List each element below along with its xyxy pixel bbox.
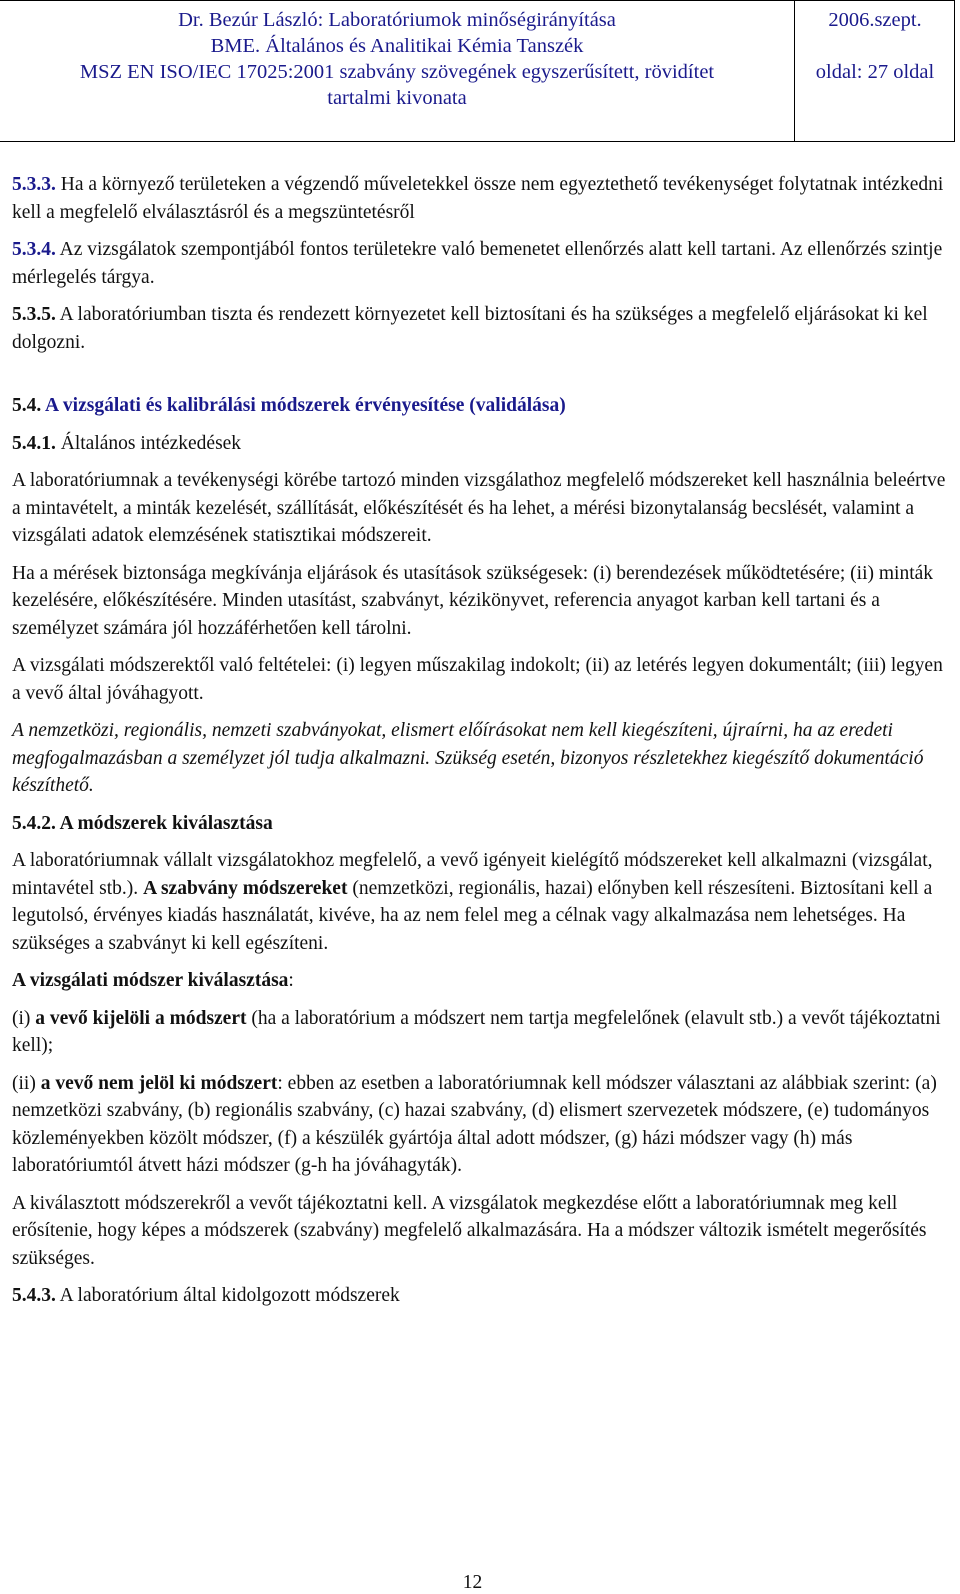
section-5-3-3 (12, 171, 947, 226)
header-department: BME. Általános és Analitikai Kémia Tanszék (210, 35, 584, 57)
paragraph-text: A laboratóriumnak vállalt vizsgálatokhoz megfelelő, a vevő igényeit kielégítő módszereket kell alkalmazni (vizsgálat, mintavétel stb.). (12, 850, 933, 899)
section-5-3-5 (12, 301, 947, 356)
list-marker: (i) (12, 1007, 36, 1029)
section-5-4-3-heading (12, 1282, 947, 1310)
section-5-4-1-heading (12, 430, 947, 458)
paragraph-text: (nemzetközi, regionális, hazai) előnyben kell részesíteni. Biztosítani kell a legutolsó, érvényes kiadás használatát, kivéve, ha az nem felel meg a célnak vagy alkalmazása nem lehetséges. Ha szükséges a szabványt ki kell egészíteni. (12, 877, 933, 954)
paragraph: Ha a mérések biztonsága megkívánja eljárások és utasítások szükségesek: (i) berendezések működtetésére; (ii) minták kezelésére, előkészítésére. Minden utasítást, szabványt, kézikönyvet, referencia anyagot karban kell tartani és a személyzet számára jól hozzáférhetően kell tárolni. (12, 562, 934, 639)
paragraph-emphasis: A szabvány módszereket (143, 877, 348, 899)
list-text: : ebben az esetben a laboratóriumnak kell módszer választani az alábbiak szerint: (a) nemzetközi szabvány, (b) regionális szabvány, (c) hazai szabvány, (d) elismert szervezetek módszere, (e) tudományos közleményekben közölt módszer, (f) a készülék gyártója által adott módszer, (g) házi módszer vagy (h) más laboratóriumtól átvett házi módszer (g-h ha jóváhagyták). (12, 1072, 937, 1176)
subheading-method-selection (12, 967, 947, 995)
section-number: 5.3.4. (12, 239, 56, 260)
subheading-text: A vizsgálati módszer kiválasztása (12, 970, 289, 991)
document-body (12, 171, 947, 1320)
section-number: 5.4. (12, 395, 42, 416)
header-standard: MSZ EN ISO/IEC 17025:2001 szabvány szövegének egyszerűsített, rövidítet (79, 61, 715, 83)
section-text: A laboratóriumban tiszta és rendezett környezetet kell biztosítani és ha szükséges a megfelelő eljárásokat ki kel dolgozni. (12, 304, 928, 353)
section-number: 5.4.3. (12, 1285, 56, 1306)
header-date: 2006.szept. (828, 9, 922, 31)
paragraph: A laboratóriumnak a tevékenységi körébe tartozó minden vizsgálathoz megfelelő módszereket kell használnia beleértve a mintavételt, a minták kezelését, szállítását, előkészítését és ha lehet, a mérési bizonytalanság becslését, valamint a vizsgálati adatok elemzésének statisztikai módszereit. (12, 470, 946, 546)
header-title-block (0, 1, 795, 141)
page-header (0, 0, 955, 142)
section-5-3-4 (12, 236, 947, 291)
list-text: (ha a laboratórium a módszert nem tartja megfelelőnek (elavult stb.) a vevőt tájékoztatni kell); (12, 1007, 941, 1056)
section-text: Az vizsgálatok szempontjából fontos területekre való bemenetet ellenőrzés alatt kell tartani. Az ellenőrzés szintje mérlegelés tárgya. (12, 239, 943, 288)
section-number: 5.4.1. (12, 432, 56, 454)
list-emphasis: a vevő nem jelöl ki módszert (40, 1072, 278, 1094)
header-author-title: Dr. Bezúr László: Laboratóriumok minőségirányítása (178, 9, 616, 31)
section-number: 5.3.5. (12, 304, 56, 325)
header-page: oldal: 27 oldal (815, 61, 935, 83)
section-number: 5.4.2. (12, 812, 56, 834)
section-title: A vizsgálati és kalibrálási módszerek érvényesítése (validálása) (41, 395, 566, 416)
section-title: Általános intézkedések (55, 432, 242, 454)
paragraph (12, 847, 947, 957)
header-meta-block (796, 1, 955, 141)
section-number: 5.3.3. (12, 174, 56, 195)
section-text: Ha a környező területeken a végzendő műveletekkel össze nem egyeztethető tevékenységet folytatnak intézkedni kell a megfelelő elválasztásról és a megszüntetésről (12, 174, 944, 223)
list-item (12, 1005, 947, 1060)
section-5-4-heading (12, 392, 947, 420)
header-subtitle: tartalmi kivonata (327, 87, 467, 109)
paragraph: A kiválasztott módszerekről a vevőt tájékoztatni kell. A vizsgálatok megkezdése előtt a laboratóriumnak meg kell erősítenie, hogy képes a módszerek (szabvány) megfelelő alkalmazására. Ha a módszer változik ismételt megerősítés szükséges. (12, 1192, 927, 1269)
list-item (12, 1070, 947, 1180)
subheading-colon: : (288, 970, 294, 991)
section-title: A laboratórium által kidolgozott módszerek (55, 1285, 400, 1306)
section-title: A módszerek kiválasztása (55, 812, 273, 834)
list-emphasis: a vevő kijelöli a módszert (35, 1007, 247, 1029)
paragraph-italic: A nemzetközi, regionális, nemzeti szabványokat, elismert előírásokat nem kell kiegészíteni, újraírni, ha az eredeti megfogalmazásban a személyzet jól tudja alkalmazni. Szükség esetén, bizonyos részletekhez kiegészítő dokumentáció készíthető. (12, 720, 924, 796)
list-marker: (ii) (12, 1072, 41, 1094)
section-5-4-2-heading (12, 810, 947, 838)
page-number: 12 (462, 1572, 483, 1593)
paragraph: A vizsgálati módszerektől való feltételei: (i) legyen műszakilag indokolt; (ii) az letérés legyen dokumentált; (iii) legyen a vevő által jóváhagyott. (12, 655, 943, 704)
